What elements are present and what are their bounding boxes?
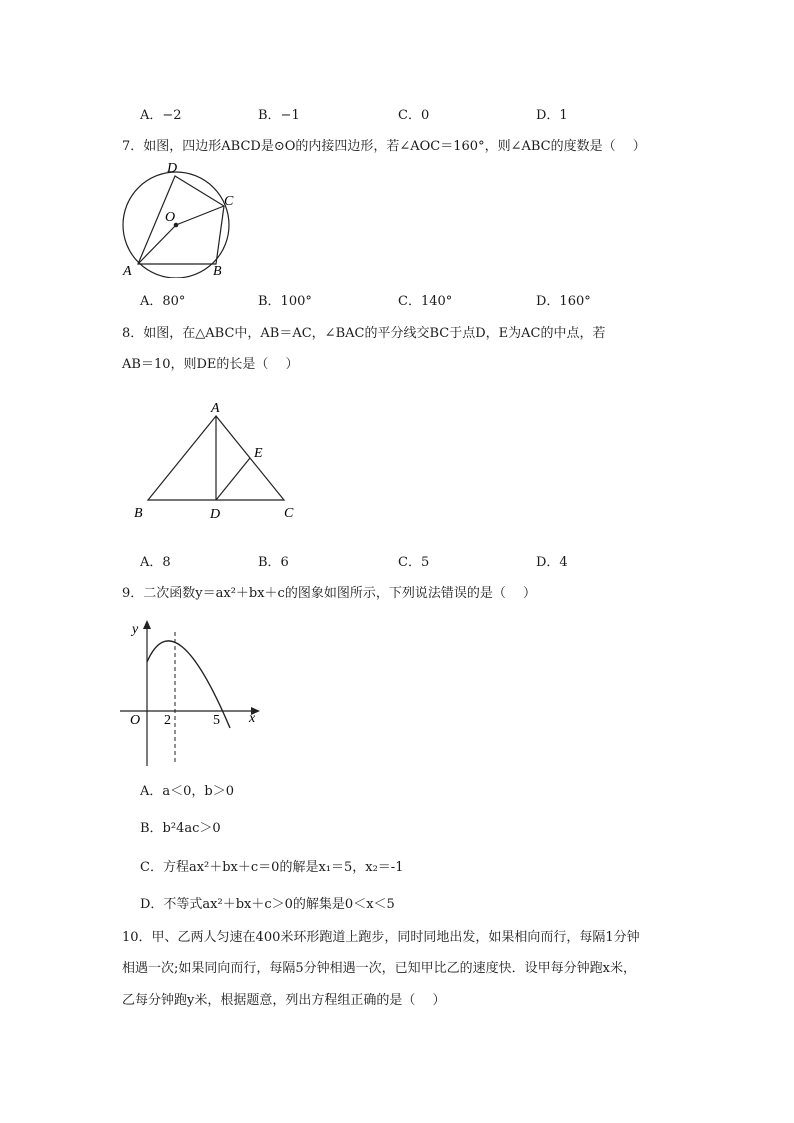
q7-label-d: D [167, 161, 178, 176]
q9-y-axis-arrow [143, 620, 151, 629]
q6-option-d[interactable]: D．1 [536, 108, 568, 123]
q7-option-a[interactable]: A．80° [140, 294, 186, 309]
q8-option-a[interactable]: A．8 [140, 555, 171, 570]
q8-segment-de [216, 458, 250, 500]
q8-label-e: E [254, 446, 263, 461]
q9-parabola-figure [110, 612, 270, 770]
q9-option-d[interactable]: D．不等式ax²＋bx＋c＞0的解集是0＜x＜5 [140, 897, 395, 912]
q9-option-a[interactable]: A．a＜0，b＞0 [140, 784, 235, 799]
q8-option-d[interactable]: D．4 [536, 555, 568, 570]
q8-triangle-figure [128, 396, 308, 526]
q7-label-o: O [165, 210, 176, 225]
q9-label-x: x [249, 711, 256, 726]
q7-option-d[interactable]: D．160° [536, 294, 591, 309]
q9-label-o: O [130, 713, 141, 728]
q9-option-c[interactable]: C．方程ax²＋bx＋c＝0的解是x₁＝5，x₂＝-1 [140, 860, 404, 875]
q7-stem: 7．如图，四边形ABCD是⊙O的内接四边形，若∠AOC＝160°，则∠ABC的度数是（ ） [122, 139, 646, 154]
q8-option-c[interactable]: C．5 [398, 555, 430, 570]
q8-options [0, 551, 794, 571]
q6-option-c[interactable]: C．0 [398, 108, 430, 123]
q9-option-b[interactable]: B．b²4ac＞0 [140, 821, 221, 836]
q7-segment-oc [176, 206, 224, 225]
q8-option-b[interactable]: B．6 [258, 555, 289, 570]
q7-options [0, 290, 794, 310]
q6-options [0, 104, 794, 124]
q8-stem-line2: AB＝10，则DE的长是（ ） [122, 357, 299, 372]
q7-segment-ao [138, 225, 176, 264]
q6-option-a[interactable]: A．−2 [140, 108, 182, 123]
q6-option-b[interactable]: B．−1 [258, 108, 300, 123]
q7-option-c[interactable]: C．140° [398, 294, 453, 309]
q8-label-d: D [210, 507, 221, 522]
q7-label-b: B [213, 264, 222, 278]
q7-label-a: A [123, 264, 132, 278]
q9-tick-5: 5 [213, 713, 220, 728]
q8-label-b: B [134, 506, 143, 521]
q9-stem: 9．二次函数y＝ax²＋bx＋c的图象如图所示，下列说法错误的是（ ） [122, 586, 536, 601]
q10-line1: 10．甲、乙两人匀速在400米环形跑道上跑步，同时同地出发，如果相向而行，每隔1分钟 [122, 930, 640, 945]
q10-line2: 相遇一次;如果同向而行，每隔5分钟相遇一次，已知甲比乙的速度快．设甲每分钟跑x米， [122, 961, 636, 976]
q9-label-y: y [132, 622, 139, 637]
q8-stem-line1: 8．如图，在△ABC中，AB＝AC，∠BAC的平分线交BC于点D，E为AC的中点，若 [122, 326, 606, 341]
q10-line3: 乙每分钟跑y米，根据题意，列出方程组正确的是（ ） [122, 993, 446, 1008]
q8-label-a: A [211, 401, 220, 416]
q9-tick-2: 2 [164, 713, 171, 728]
q7-option-b[interactable]: B．100° [258, 294, 312, 309]
q7-circle-figure [110, 158, 250, 278]
q8-label-c: C [284, 506, 294, 521]
q7-label-c: C [224, 194, 234, 209]
